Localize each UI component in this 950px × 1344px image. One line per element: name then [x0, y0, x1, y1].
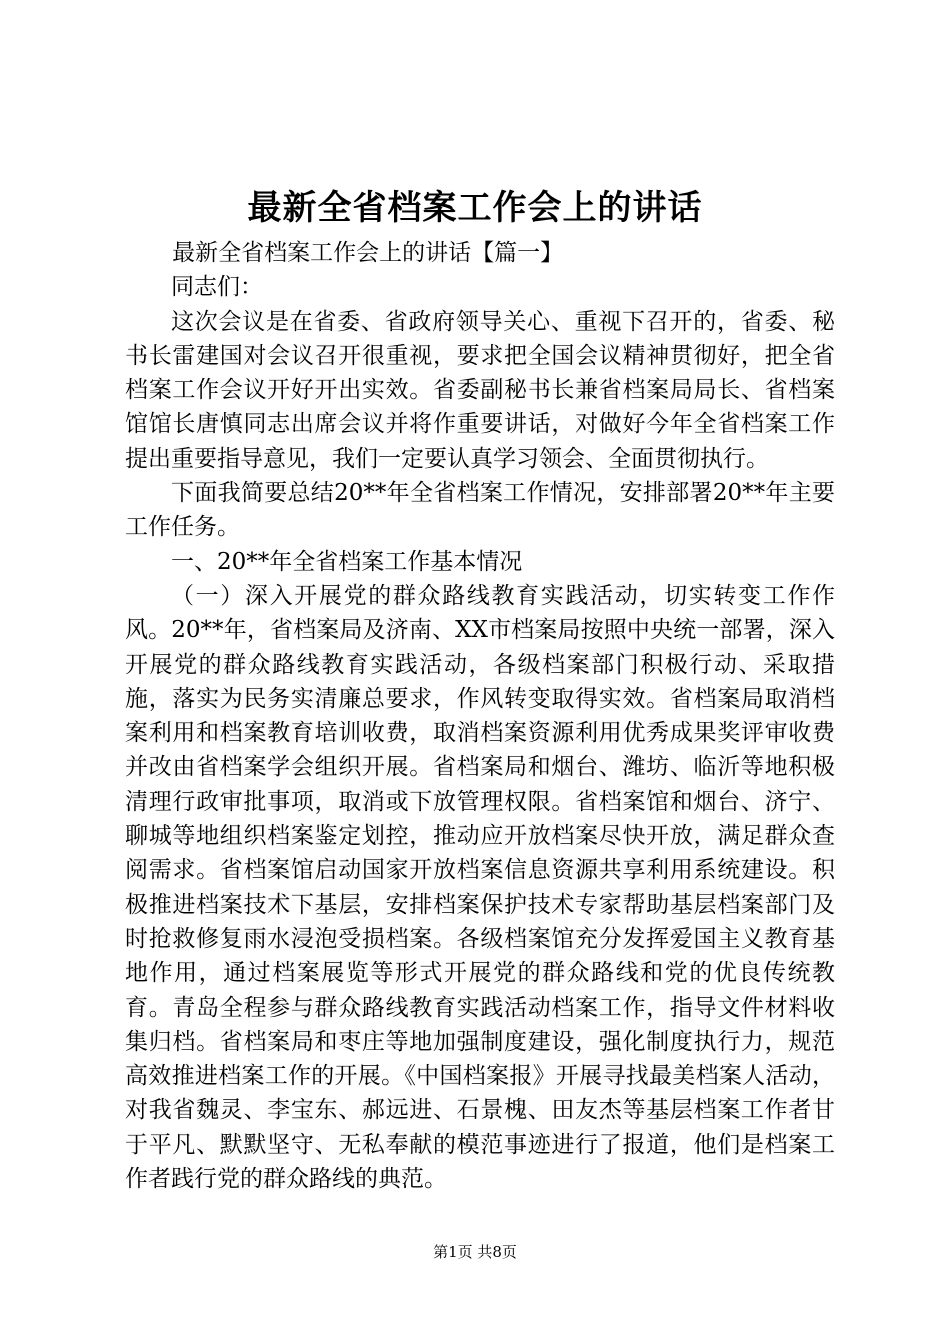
document-body — [125, 236, 835, 1196]
paragraph: 这次会议是在省委、省政府领导关心、重视下召开的，省委、秘书长雷建国对会议召开很重视，要求把全国会议精神贯彻好，把全省档案工作会议开好开出实效。省委副秘书长兼省档案局局长、省档案馆馆长唐慎同志出席会议并将作重要讲话，对做好今年全省档案工作提出重要指导意见，我们一定要认真学习领会、全面贯彻执行。 — [125, 308, 835, 472]
page-number-footer: 第1页 共8页 — [433, 1243, 517, 1261]
document-title: 最新全省档案工作会上的讲话 — [247, 188, 703, 228]
section-heading: 最新全省档案工作会上的讲话【篇一】 — [172, 240, 564, 266]
salutation: 同志们： — [171, 274, 263, 301]
subheading: 一、20**年全省档案工作基本情况 — [171, 548, 523, 575]
paragraph: （一）深入开展党的群众路线教育实践活动，切实转变工作作风。20**年，省档案局及济南、XX市档案局按照中央统一部署，深入开展党的群众路线教育实践活动，各级档案部门积极行动、采取措施，落实为民务实清廉总要求，作风转变取得实效。省档案局取消档案利用和档案教育培训收费，取消档案资源利用优秀成果奖评审收费并改由省档案学会组织开展。省档案局和烟台、潍坊、临沂等地积极清理行政审批事项，取消或下放管理权限。省档案馆和烟台、济宁、聊城等地组织档案鉴定划控，推动应开放档案尽快开放，满足群众查阅需求。省档案馆启动国家开放档案信息资源共享利用系统建设。积极推进档案技术下基层，安排档案保护技术专家帮助基层档案部门及时抢救修复雨水浸泡受损档案。各级档案馆充分发挥爱国主义教育基地作用，通过档案展览等形式开展党的群众路线和党的优良传统教育。青岛全程参与群众路线教育实践活动档案工作，指导文件材料收集归档。省档案局和枣庄等地加强制度建设，强化制度执行力，规范高效推进档案工作的开展。《中国档案报》开展寻找最美档案人活动，对我省魏灵、李宝东、郝远进、石景槐、田友杰等基层档案工作者甘于平凡、默默坚守、无私奉献的模范事迹进行了报道，他们是档案工作者践行党的群众路线的典范。 — [125, 582, 835, 1193]
paragraph: 下面我简要总结20**年全省档案工作情况，安排部署20**年主要工作任务。 — [125, 480, 835, 541]
